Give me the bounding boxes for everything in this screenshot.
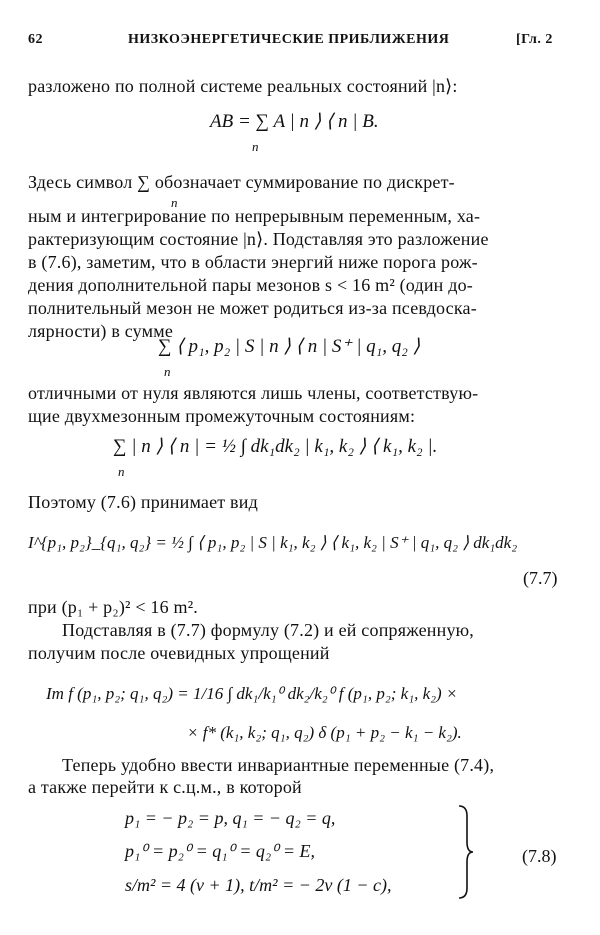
equation-imf-line2: × f* (k₁, k₂; q₁, q₂) δ (p₁ + p₂ − k₁ − k₂).: [187, 723, 462, 742]
equation-AB: AB = ∑ A | n ⟩ ⟨ n | B.: [210, 111, 379, 132]
page-number: 62: [28, 32, 43, 47]
equation-number-7-8: (7.8): [522, 846, 557, 866]
equation-number-7-7: (7.7): [523, 568, 558, 588]
equation-completeness: ∑ | n ⟩ ⟨ n | = ½ ∫ dk₁dk₂ | k₁, k₂ ⟩ ⟨ k₁, k₂ |.: [113, 436, 438, 457]
text-line: а также перейти к с.ц.м., в которой: [28, 777, 302, 797]
sum-index-label: n: [118, 464, 125, 479]
text-line: рактеризующим состояние |n⟩. Подставляя это разложение: [28, 229, 489, 249]
text-line: щие двухмезонным промежуточным состояниям:: [28, 406, 416, 426]
text-line: Подставляя в (7.7) формулу (7.2) и ей сопряженную,: [62, 620, 475, 640]
sum-index-label: n: [171, 195, 178, 210]
text-line: дения дополнительной пары мезонов s < 16 m² (один до-: [28, 275, 473, 295]
text-line: получим после очевидных упрощений: [28, 643, 330, 663]
equation-7-8-line1: p₁ = − p₂ = p, q₁ = − q₂ = q,: [125, 808, 336, 828]
text-line: при (p₁ + p₂)² < 16 m².: [28, 597, 199, 617]
text-line: Поэтому (7.6) принимает вид: [28, 492, 258, 512]
right-brace: [455, 804, 475, 900]
text-line: полнительный мезон не может родиться из-за псевдоска-: [28, 298, 477, 318]
chapter-label: [Гл. 2: [516, 32, 553, 47]
text-line: разложено по полной системе реальных состояний |n⟩:: [28, 76, 458, 96]
equation-sum-states: ∑ ⟨ p₁, p₂ | S | n ⟩ ⟨ n | S⁺ | q₁, q₂ ⟩: [158, 336, 421, 357]
equation-imf-line1: Im f (p₁, p₂; q₁, q₂) = 1/16 ∫ dk₁/k₁⁰ dk₂/k₂⁰ f (p₁, p₂; k₁, k₂) ×: [46, 684, 458, 703]
sum-index-label: n: [252, 139, 259, 154]
text-line: в (7.6), заметим, что в области энергий ниже порога рож-: [28, 252, 478, 272]
running-title: НИЗКОЭНЕРГЕТИЧЕСКИЕ ПРИБЛИЖЕНИЯ: [128, 32, 450, 47]
equation-7-8-line3: s/m² = 4 (ν + 1), t/m² = − 2ν (1 − c),: [125, 875, 392, 895]
text-line: ным и интегрирование по непрерывным переменным, ха-: [28, 206, 481, 226]
text-line: отличными от нуля являются лишь члены, соответствую-: [28, 383, 479, 403]
sum-index-label: n: [164, 364, 171, 379]
equation-7-7: I^{p₁, p₂}_{q₁, q₂} = ½ ∫ ⟨ p₁, p₂ | S | k₁, k₂ ⟩ ⟨ k₁, k₂ | S⁺ | q₁, q₂ ⟩ dk₁dk₂: [28, 533, 518, 552]
equation-7-8-line2: p₁⁰ = p₂⁰ = q₁⁰ = q₂⁰ = E,: [125, 841, 315, 861]
text-line: Здесь символ ∑ обозначает суммирование по дискрет-: [28, 172, 455, 192]
text-line: Теперь удобно ввести инвариантные переменные (7.4),: [62, 755, 495, 775]
text-line: лярности) в сумме: [28, 321, 174, 341]
